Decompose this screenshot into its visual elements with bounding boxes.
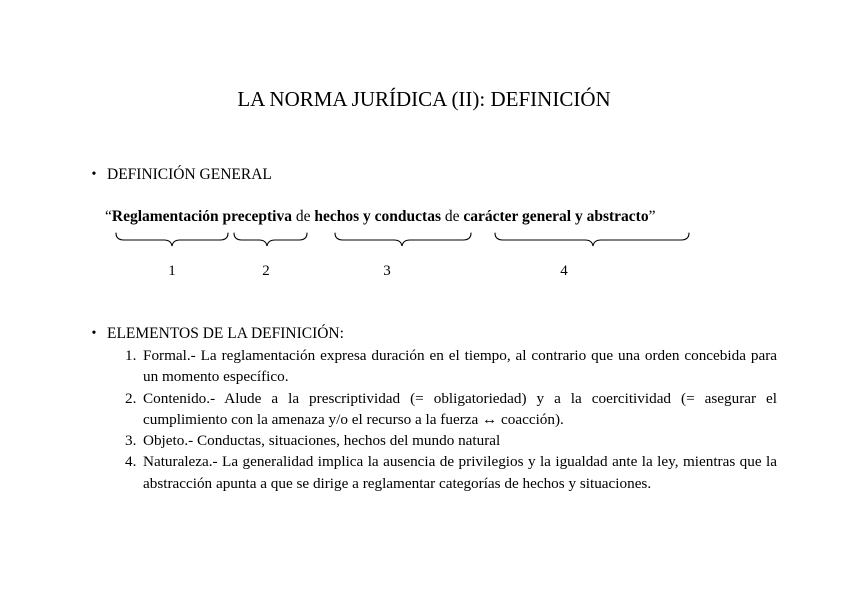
definition-term-1: Reglamentación preceptiva bbox=[111, 208, 292, 225]
definition-term-2: hechos y conductas bbox=[314, 208, 441, 225]
underbrace-1 bbox=[116, 233, 228, 246]
list-item-number: 4. bbox=[125, 453, 137, 471]
brace-number-2: 2 bbox=[262, 263, 270, 279]
page-title: LA NORMA JURÍDICA (II): DEFINICIÓN bbox=[237, 87, 611, 111]
brace-number-3: 3 bbox=[383, 263, 391, 279]
underbrace-4 bbox=[495, 233, 689, 246]
list-item bbox=[125, 345, 777, 388]
list-item-number: 2. bbox=[125, 389, 137, 407]
elements-list bbox=[125, 345, 777, 494]
definition-connector-2: de bbox=[440, 208, 464, 225]
bullet-marker: • bbox=[91, 326, 97, 341]
list-item-text: Formal.- La reglamentación expresa duración en el tiempo, al contrario que una orden concebida para un momento específico. bbox=[143, 347, 777, 386]
section-heading-elementos: ELEMENTOS DE LA DEFINICIÓN: bbox=[107, 325, 344, 342]
underbrace-2 bbox=[234, 233, 307, 246]
bullet-marker: • bbox=[91, 167, 97, 182]
open-quote: “ bbox=[105, 208, 112, 225]
section-heading-definicion-general: DEFINICIÓN GENERAL bbox=[107, 166, 272, 183]
definition-term-3: carácter general y abstracto bbox=[463, 208, 649, 225]
definition-connector-1: de bbox=[291, 208, 315, 225]
underbrace-3 bbox=[335, 233, 471, 246]
list-item-text: Contenido.- Alude a la prescriptividad (= obligatoriedad) y a la coercitividad (= asegurar el cumplimiento con la amenaza y/o el recurso a la fuerza ↔ coacción). bbox=[143, 389, 777, 428]
list-item bbox=[125, 430, 777, 451]
brace-number-4: 4 bbox=[560, 263, 568, 279]
definition-quote bbox=[105, 206, 655, 228]
list-item-text: Objeto.- Conductas, situaciones, hechos del mundo natural bbox=[143, 432, 501, 450]
list-item-number: 3. bbox=[125, 432, 137, 450]
close-quote: ” bbox=[648, 208, 656, 225]
list-item bbox=[125, 451, 777, 494]
brace-number-1: 1 bbox=[168, 263, 176, 279]
list-item-text: Naturaleza.- La generalidad implica la ausencia de privilegios y la igualdad ante la ley, mientras que la abstracción apunta a que se dirige a reglamentar categorías de hechos y situaciones. bbox=[143, 453, 777, 492]
underbraces bbox=[0, 226, 848, 256]
list-item-number: 1. bbox=[125, 347, 137, 364]
list-item bbox=[125, 388, 777, 431]
